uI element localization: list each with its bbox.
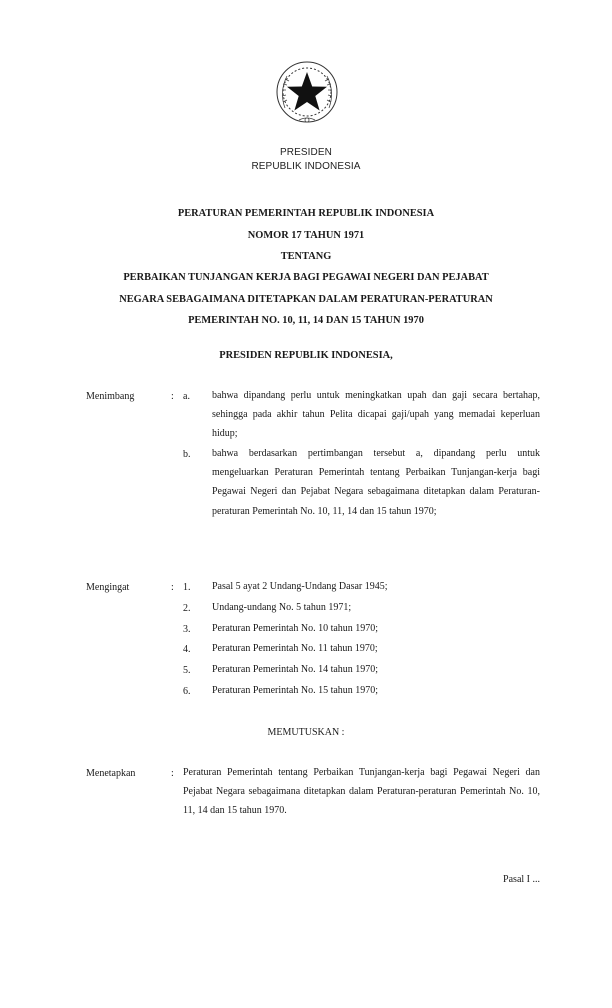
list-marker: 2.: [183, 603, 191, 614]
legal-basis-item: Peraturan Pemerintah No. 11 tahun 1970;: [212, 643, 378, 654]
menetapkan-label: Menetapkan: [86, 768, 136, 779]
menimbang-colon: :: [171, 391, 174, 402]
memutuskan-heading: MEMUTUSKAN :: [267, 727, 345, 738]
mengingat-colon: :: [171, 582, 174, 593]
regulation-tentang: TENTANG: [280, 251, 332, 262]
list-marker: 5.: [183, 665, 191, 676]
emblem-caption-presiden: PRESIDEN: [280, 147, 332, 158]
regulation-type: PERATURAN PEMERINTAH REPUBLIK INDONESIA: [177, 208, 435, 219]
list-marker: 1.: [183, 582, 191, 593]
menetapkan-colon: :: [171, 768, 174, 779]
considering-item-b: bahwa berdasarkan pertimbangan tersebut a, dipandang perlu untuk mengeluarkan Peraturan Pemerintah tentang Perbaikan Tunjangan-kerja bagi Pegawai Negeri dan Pejabat Negara sebagaimana ditetapkan dalam Peraturan-peraturan Pemerintah No. 10, 11, 14 dan 15 tahun 1970;: [212, 448, 540, 517]
regulation-subject-line3: PEMERINTAH NO. 10, 11, 14 DAN 15 TAHUN 1970: [188, 315, 424, 326]
list-marker: 3.: [183, 624, 191, 635]
decision-text: Peraturan Pemerintah tentang Perbaikan Tunjangan-kerja bagi Pegawai Negeri dan Pejabat Negara sebagaimana ditetapkan dalam Peraturan-peraturan Pemerintah No. 10, 11, 14 dan 15 tahun 1970.: [183, 767, 540, 817]
page-continuation: Pasal I ...: [503, 874, 540, 885]
presidential-seal-icon: [271, 58, 343, 130]
emblem-caption-republik: REPUBLIK INDONESIA: [251, 161, 361, 172]
menimbang-label: Menimbang: [86, 391, 135, 402]
legal-basis-item: Peraturan Pemerintah No. 15 tahun 1970;: [212, 685, 379, 696]
legal-basis-item: Peraturan Pemerintah No. 14 tahun 1970;: [212, 664, 379, 675]
legal-basis-item: Pasal 5 ayat 2 Undang-Undang Dasar 1945;: [212, 581, 388, 592]
regulation-subject-line2: NEGARA SEBAGAIMANA DITETAPKAN DALAM PERATURAN-PERATURAN: [119, 294, 493, 305]
list-marker: a.: [183, 391, 190, 402]
mengingat-label: Mengingat: [86, 582, 130, 593]
regulation-number: NOMOR 17 TAHUN 1971: [247, 230, 365, 241]
legal-basis-item: Undang-undang No. 5 tahun 1971;: [212, 602, 352, 613]
regulation-subject-line1: PERBAIKAN TUNJANGAN KERJA BAGI PEGAWAI NEGERI DAN PEJABAT: [123, 272, 489, 283]
list-marker: b.: [183, 449, 191, 460]
issuer-heading: PRESIDEN REPUBLIK INDONESIA,: [219, 350, 393, 361]
list-marker: 4.: [183, 644, 191, 655]
list-marker: 6.: [183, 686, 191, 697]
legal-basis-item: Peraturan Pemerintah No. 10 tahun 1970;: [212, 623, 379, 634]
considering-item-a: bahwa dipandang perlu untuk meningkatkan upah dan gaji secara bertahap, sehingga pada akhir tahun Pelita dicapai gaji/upah yang memadai keperluan hidup;: [212, 390, 540, 440]
